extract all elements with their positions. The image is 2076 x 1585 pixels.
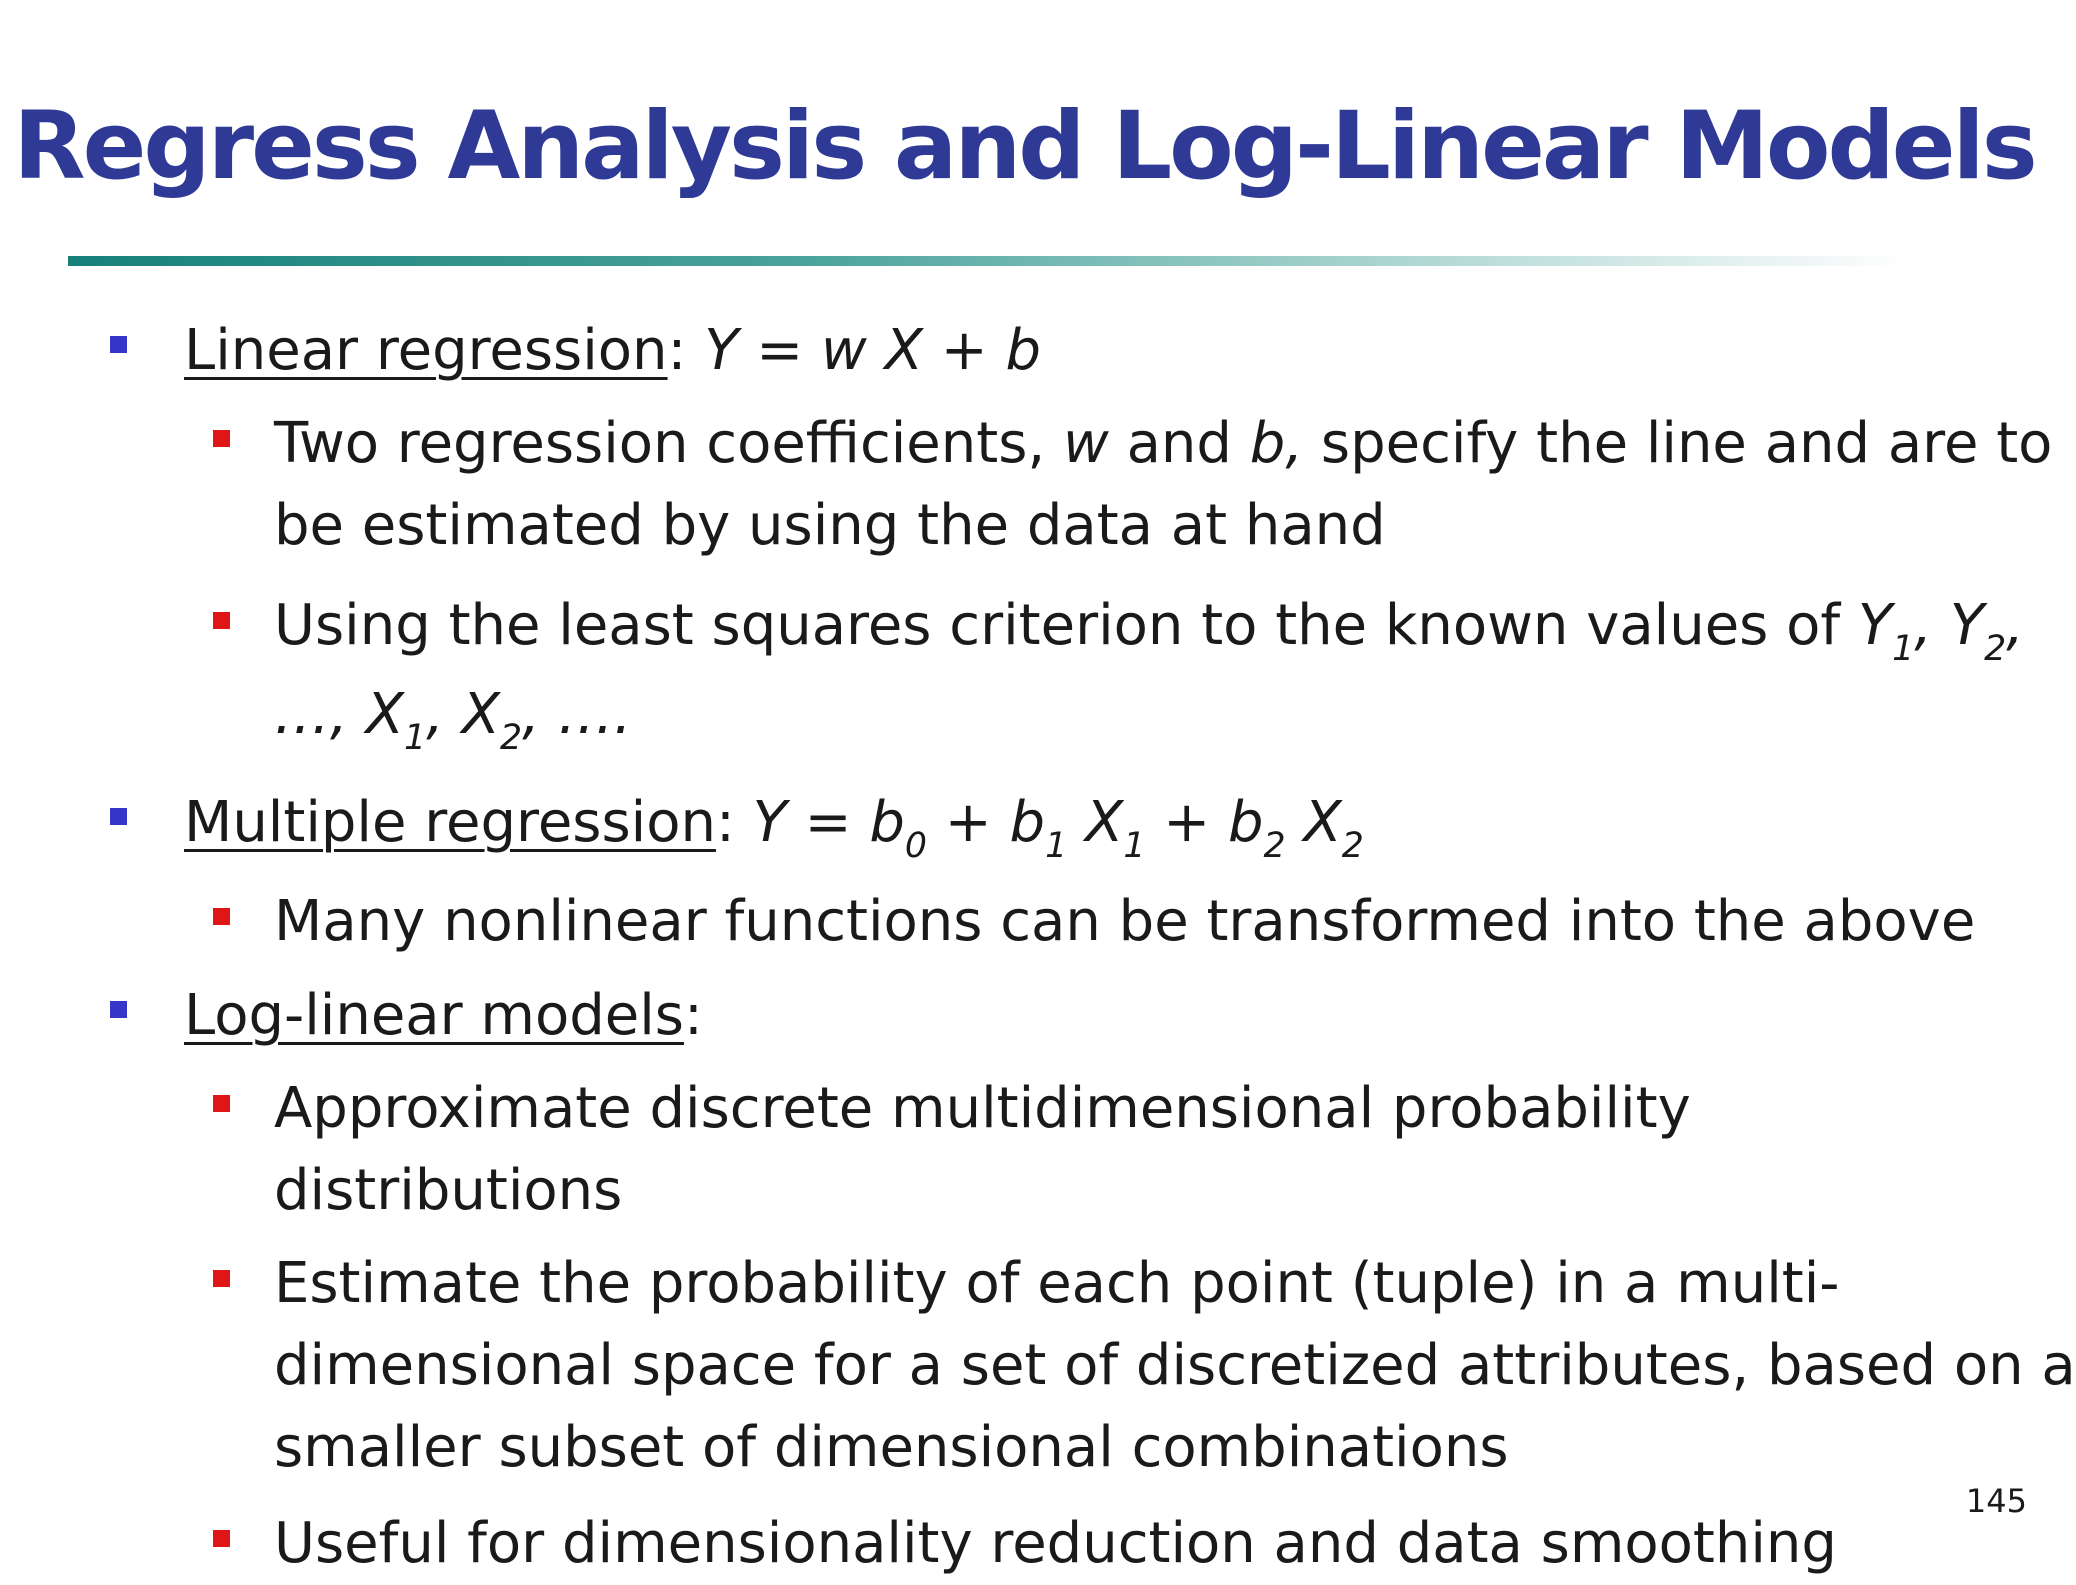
sub-bullet-coefficients-line2: be estimated by using the data at hand bbox=[274, 493, 1386, 558]
text: , X bbox=[426, 682, 501, 747]
colon: : bbox=[683, 983, 703, 1048]
sub-bullet-estimate-line3: smaller subset of dimensional combinations bbox=[274, 1415, 1509, 1480]
text: …, X bbox=[274, 682, 404, 747]
var-w: w bbox=[1062, 411, 1109, 476]
sub-bullet-estimate: Estimate the probability of each point (tuple) in a multi- bbox=[274, 1251, 1840, 1316]
var-b: b, bbox=[1249, 411, 1304, 476]
sub-bullet-coefficients bbox=[274, 403, 2052, 485]
subscript: 1 bbox=[1123, 825, 1146, 866]
bullet-marker bbox=[213, 1095, 230, 1112]
bullet-log-linear bbox=[184, 975, 703, 1057]
bullet-marker bbox=[110, 808, 127, 825]
bullet-marker bbox=[213, 612, 230, 629]
text: + b bbox=[927, 790, 1046, 855]
bullet-marker bbox=[213, 908, 230, 925]
subscript: 1 bbox=[403, 717, 427, 758]
text: specify the line and are to bbox=[1303, 411, 2053, 476]
sub-bullet-useful: Useful for dimensionality reduction and data smoothing bbox=[274, 1511, 1837, 1576]
colon: : bbox=[715, 790, 735, 855]
subscript: 2 bbox=[500, 717, 523, 758]
subscript: 2 bbox=[1263, 825, 1286, 866]
text: X bbox=[1067, 790, 1124, 855]
subscript: 1 bbox=[1045, 825, 1068, 866]
sub-bullet-approximate: Approximate discrete multidimensional probability bbox=[274, 1076, 1691, 1141]
subscript: 2 bbox=[1341, 825, 1364, 866]
bullet-marker bbox=[110, 1001, 127, 1018]
colon: : bbox=[667, 318, 687, 383]
subscript: 1 bbox=[1892, 628, 1915, 669]
text: , bbox=[1914, 593, 1950, 658]
text: Y = b bbox=[734, 790, 905, 855]
page-number: 145 bbox=[1965, 1482, 2027, 1520]
text: Two regression coefficients, bbox=[274, 411, 1063, 476]
linear-regression-label: Linear regression bbox=[184, 318, 668, 383]
bullet-marker bbox=[213, 1270, 230, 1287]
bullet-linear-regression bbox=[184, 310, 1041, 392]
bullet-marker bbox=[213, 1530, 230, 1547]
sub-bullet-estimate-line2: dimensional space for a set of discretized attributes, based on a bbox=[274, 1333, 2076, 1398]
text: , bbox=[2006, 593, 2024, 658]
multiple-regression-label: Multiple regression bbox=[184, 790, 716, 855]
bullet-marker bbox=[110, 336, 127, 353]
text: , …. bbox=[522, 682, 632, 747]
text: and bbox=[1108, 411, 1250, 476]
sub-bullet-least-squares-line2 bbox=[274, 674, 632, 756]
var-y: Y bbox=[1949, 593, 1985, 658]
var-y: Y bbox=[1857, 593, 1893, 658]
log-linear-label: Log-linear models bbox=[184, 983, 684, 1048]
sub-bullet-nonlinear: Many nonlinear functions can be transformed into the above bbox=[274, 889, 1976, 954]
bullet-multiple-regression bbox=[184, 782, 1364, 864]
linear-formula: Y = w X + b bbox=[704, 318, 1041, 383]
text: X bbox=[1285, 790, 1342, 855]
multiple-formula bbox=[734, 790, 1364, 866]
slide-title: Regress Analysis and Log-Linear Models bbox=[13, 92, 2035, 201]
subscript: 2 bbox=[1984, 628, 2007, 669]
text: + b bbox=[1145, 790, 1264, 855]
sub-bullet-approximate-line2: distributions bbox=[274, 1158, 623, 1223]
subscript: 0 bbox=[904, 825, 927, 866]
text: Using the least squares criterion to the known values of bbox=[274, 593, 1858, 658]
bullet-marker bbox=[213, 430, 230, 447]
sub-bullet-least-squares bbox=[274, 585, 2024, 667]
